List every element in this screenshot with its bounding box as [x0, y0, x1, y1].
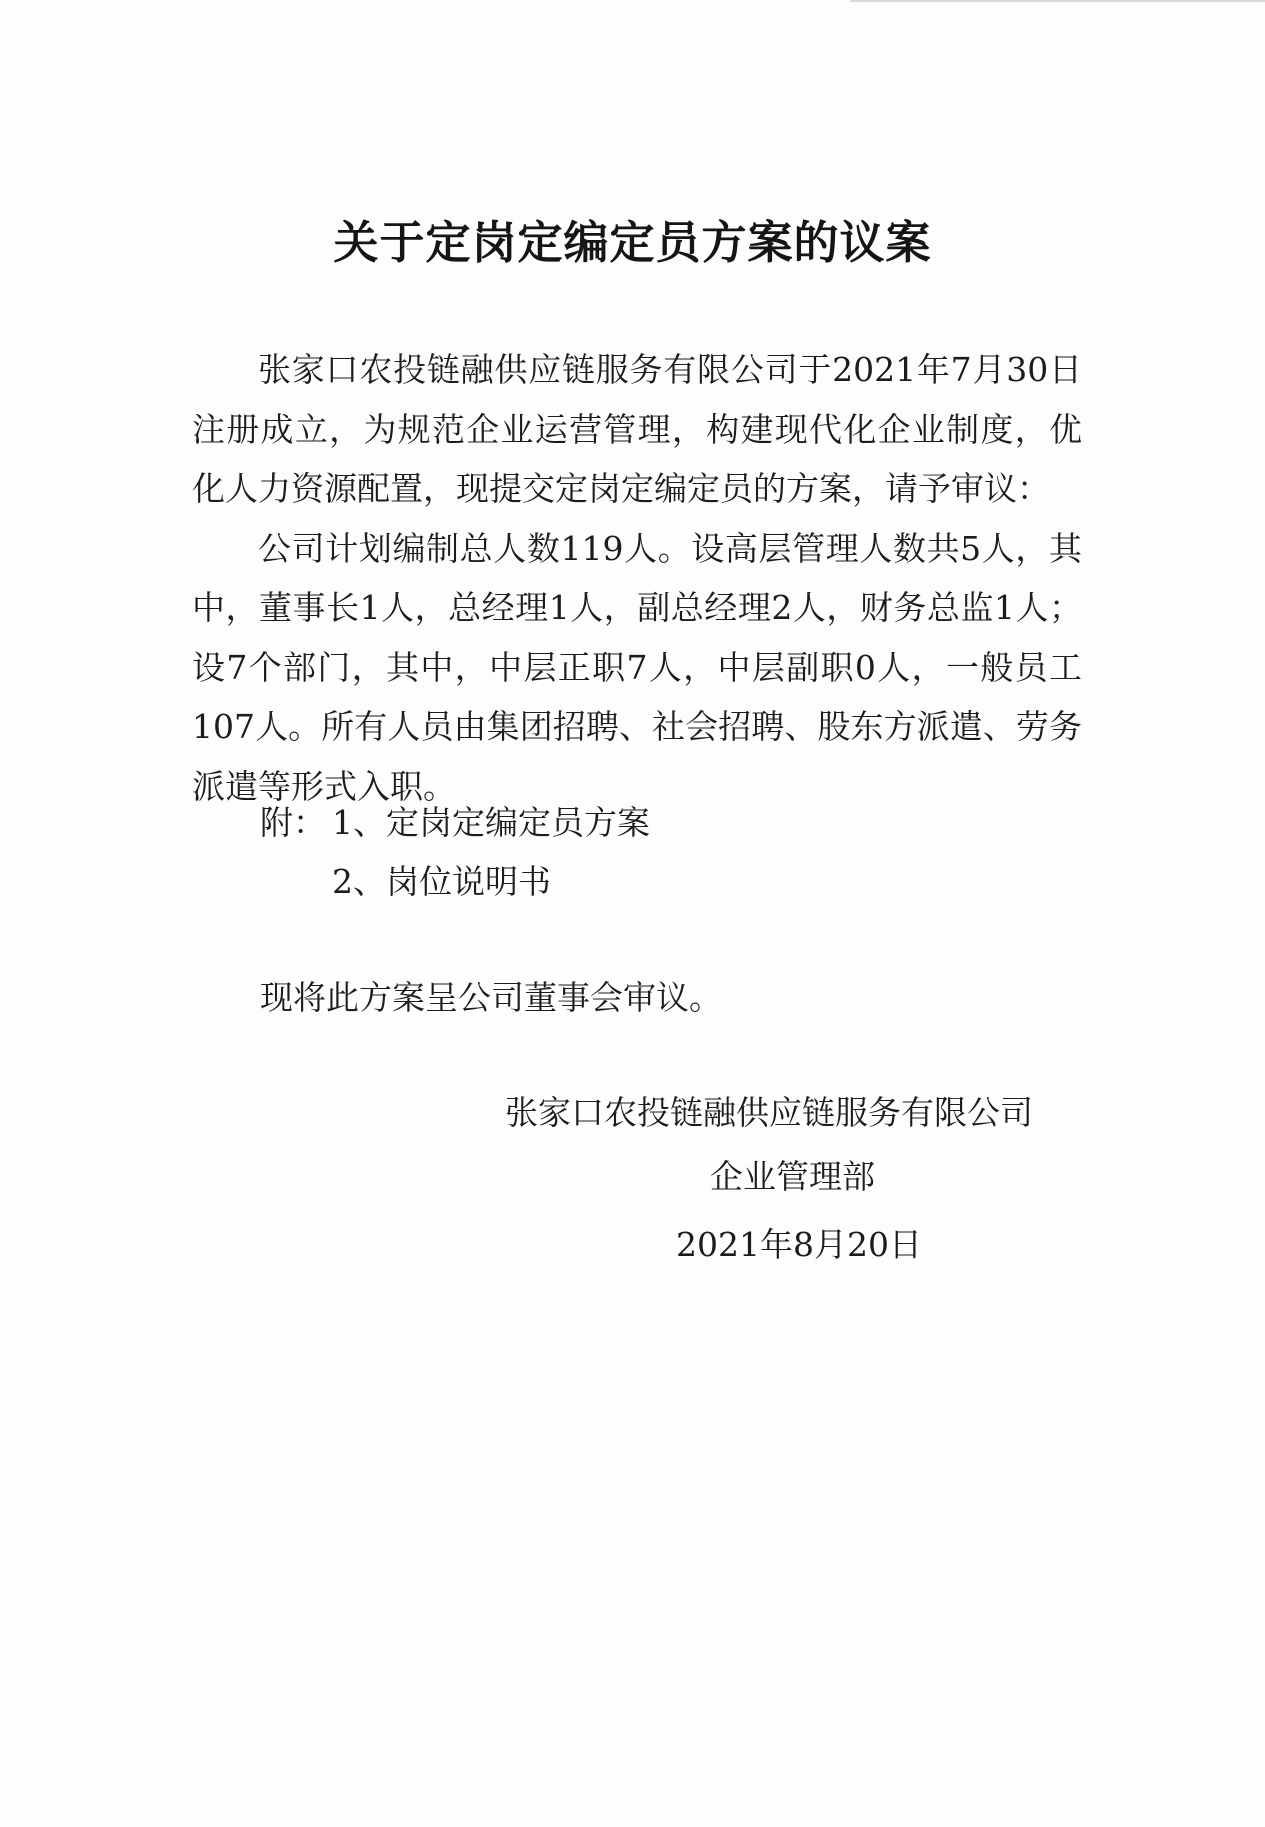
- body-paragraph-staffing: 公司计划编制总人数119人。设高层管理人数共5人，其中，董事长1人，总经理1人，副总经理2人，财务总监1人；设7个部门，其中，中层正职7人，中层副职0人，一般员工107人。所有人员由集团招聘、社会招聘、股东方派遣、劳务派遣等形式入职。: [192, 528, 1082, 806]
- attachment-list: [260, 793, 650, 911]
- attachment-item-label: 1、定岗定编定员方案: [332, 803, 650, 842]
- closing-sentence: 现将此方案呈公司董事会审议。: [260, 978, 722, 1017]
- scan-edge: [850, 0, 1265, 2]
- signature-company: 张家口农投链融供应链服务有限公司: [505, 1093, 1033, 1132]
- body-paragraph-intro: 张家口农投链融供应链服务有限公司于2021年7月30日注册成立，为规范企业运营管理，构建现代化企业制度，优化人力资源配置，现提交定岗定编定员的方案，请予审议：: [192, 350, 1082, 508]
- attachment-prefix: 附：: [260, 803, 326, 842]
- attachment-item: [260, 793, 650, 852]
- document-title: 关于定岗定编定员方案的议案: [333, 216, 932, 269]
- attachment-item-label: 2、岗位说明书: [332, 862, 551, 901]
- signature-department: 企业管理部: [710, 1157, 875, 1196]
- document-body: [192, 340, 1082, 816]
- attachment-item: [260, 852, 650, 911]
- signature-date: 2021年8月20日: [676, 1225, 922, 1264]
